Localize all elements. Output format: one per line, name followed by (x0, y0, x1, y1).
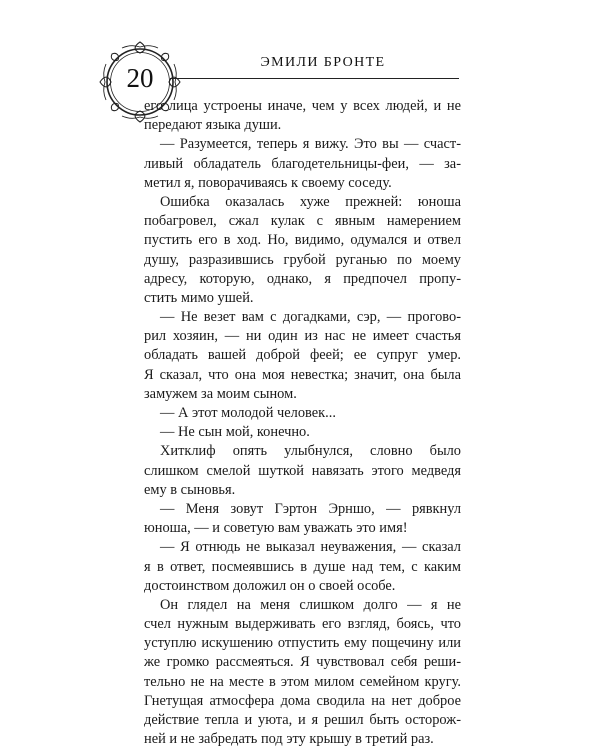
body-text (144, 97, 461, 749)
text-line: передают языка души. (144, 117, 282, 134)
text-line: — Меня зовут Гэртон Эрншо, — рявкнул (160, 500, 461, 517)
text-line: Я сказал, что она моя невестка; значит, она была (144, 366, 461, 383)
text-line: — Я отнюдь не выказал неуважения, — сказал (160, 539, 461, 556)
text-line: ливый обладатель благодетельницы-феи, — за- (144, 155, 461, 172)
text-line: ему в сыновья. (144, 481, 236, 498)
text-line: Гнетущая атмосфера дома сводила на нет доброе (144, 692, 461, 709)
text-line: обладать вашей доброй феей; ее супруг умер. (144, 347, 461, 364)
text-line: действие тепла и уюта, и я решил быть осторож- (144, 712, 461, 728)
text-line: пустить его в ход. Но, видимо, одумался и отвел (144, 232, 461, 249)
text-line: счел нужным выдерживать его взгляд, боясь, что (144, 616, 461, 633)
text-line: адресу, которую, однако, я предпочел пропу- (144, 270, 461, 287)
text-line: его лица устроены иначе, чем у всех людей, и не (144, 98, 461, 114)
page-number: 20 (126, 63, 154, 93)
text-line: стить мимо ушей. (144, 289, 254, 306)
running-head: ЭМИЛИ БРОНТЕ (260, 55, 386, 70)
text-line: юноша, — и советую вам уважать это имя! (144, 520, 408, 537)
text-line: — А этот молодой человек... (160, 405, 336, 421)
text-line: достоинством доложил он о своей особе. (144, 577, 396, 594)
text-line: слишком смелой шуткой навязать этого медведя (144, 462, 461, 479)
text-line: же громко рассмеяться. Я чувствовал себя реши- (144, 654, 461, 671)
text-line: ней и не забредать под эту крышу в третий раз. (144, 731, 434, 748)
text-line: Он глядел на меня слишком долго — я не (160, 596, 461, 613)
text-line: — Не везет вам с догадками, сэр, — прогово- (160, 309, 461, 326)
text-line: Хитклиф опять улыбнулся, словно было (160, 443, 461, 460)
text-line: замужем за моим сыном. (144, 385, 297, 402)
text-line: уступлю искушению отпустить ему пощечину или (144, 635, 461, 652)
text-line: рил хозяин, — ни один из нас не имеет счастья (144, 328, 461, 345)
header-rule (170, 78, 459, 79)
text-line: — Не сын мой, конечно. (160, 424, 310, 441)
text-line: побагровел, сжал кулак с явным намерением (144, 213, 461, 230)
text-line: метил я, поворачиваясь к своему соседу. (144, 174, 392, 191)
text-line: душу, разразившись грубой руганью по моему (144, 251, 461, 268)
text-line: я в ответ, посмеявшись в душе над тем, с каким (144, 558, 461, 575)
text-line: тельно не на месте в этом милом семейном кругу. (144, 673, 461, 690)
text-line: Ошибка оказалась хуже прежней: юноша (160, 193, 461, 210)
text-line: — Разумеется, теперь я вижу. Это вы — счаст- (160, 136, 461, 153)
